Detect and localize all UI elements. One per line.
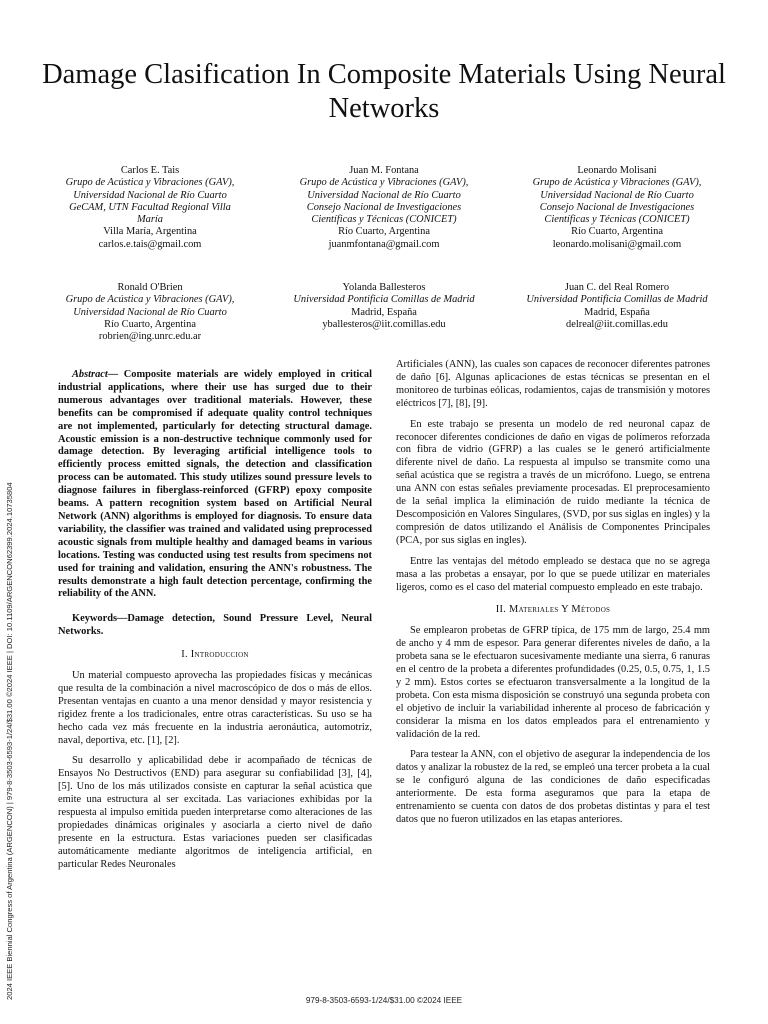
author-name: Juan C. del Real Romero bbox=[564, 282, 670, 293]
paragraph: Su desarrollo y aplicabilidad debe ir acompañado de técnicas de Ensayos No Destructivos (END) para asegurar su confiabilidad [3], [4], [5]. Uno de los más utilizados consiste en capturar la señal acústica que emite una estructura al ser excitada. Las variaciones exhibidas por la respuesta al impulso emitida pueden interpretarse como alteraciones de las propiedades dinámicas originales y asociarla a cierto nivel de daño presente en la estructura. Estas variaciones pueden ser clasificadas automáticamente mediante algoritmos de inteligencia artificial, en particular Redes Neuronales bbox=[58, 755, 372, 870]
author-email[interactable]: delreal@iit.comillas.edu bbox=[566, 318, 668, 330]
author-affiliation-2: Consejo Nacional de Investigaciones Científicas y Técnicas (CONICET) bbox=[539, 201, 695, 226]
paragraph: Se emplearon probetas de GFRP típica, de 175 mm de largo, 25.4 mm de ancho y 4 mm de espesor. Para generar diferentes niveles de daño, a la probeta sana se le efectuaron sucesivamente mediante una sierra, 6 ranuras en el centro de la probeta a diferentes profundidades (0.25, 0.5, 0.75, 1, 1.5 y 2 mm). Estos cortes se efectuaron transversalmente a la longitud de la probeta. Con esta misma disposición se construyó una segunda probeta con el objetivo de incluir la variabilidad inherente al proceso de fabricación y considerar la misma en los datos empleados para el entrenamiento y validación de la red. bbox=[396, 625, 710, 740]
author-location: Río Cuarto, Argentina bbox=[571, 226, 663, 238]
author-email[interactable]: robrien@ing.unrc.edu.ar bbox=[98, 331, 202, 343]
paragraph: Artificiales (ANN), las cuales son capaces de reconocer diferentes patrones de daño [6]. Algunas aplicaciones de estas técnicas se presentan en el monitoreo de turbinas eólicas, rodamientos, cajas de transmisión y motores eléctricos [7], [8], [9]. bbox=[396, 359, 710, 409]
author-affiliation: Grupo de Acústica y Vibraciones (GAV), Universidad Nacional de Río Cuarto bbox=[299, 177, 469, 201]
author-location: Madrid, España bbox=[351, 306, 417, 318]
keywords: Keywords—Damage detection, Sound Pressure Level, Neural Networks. bbox=[58, 613, 372, 638]
author-block bbox=[522, 165, 712, 251]
author-email[interactable]: carlos.e.tais@gmail.com bbox=[98, 238, 202, 250]
author-affiliation-2: Consejo Nacional de Investigaciones Científicas y Técnicas (CONICET) bbox=[306, 201, 462, 226]
paper-title: Damage Clasification In Composite Materials Using Neural Networks bbox=[42, 59, 726, 124]
author-name: Carlos E. Tais bbox=[120, 165, 180, 176]
author-email[interactable]: leonardo.molisani@gmail.com bbox=[552, 238, 682, 250]
author-affiliation: Universidad Pontificia Comillas de Madrid bbox=[293, 294, 475, 306]
author-affiliation: Universidad Pontificia Comillas de Madrid bbox=[526, 294, 708, 306]
author-email[interactable]: yballesteros@iit.comillas.edu bbox=[322, 318, 446, 330]
copyright-footer: 979-8-3503-6593-1/24/$31.00 ©2024 IEEE bbox=[305, 996, 463, 1005]
author-location: Río Cuarto, Argentina bbox=[338, 226, 430, 238]
author-location: Villa María, Argentina bbox=[103, 226, 197, 238]
section-heading-introduccion: I. Introduccion bbox=[181, 649, 249, 661]
author-block bbox=[55, 282, 245, 343]
right-column bbox=[396, 359, 710, 835]
paragraph: Entre las ventajas del método empleado se destaca que no se agrega masa a las probetas a ensayar, por lo que se puede utilizar en materiales ligeros, como es el caso del material compuesto empleado en este trabajo. bbox=[396, 555, 710, 593]
paragraph: En este trabajo se presenta un modelo de red neuronal capaz de reconocer diferentes condiciones de daño en vigas de polímeros reforzada con fibra de vidrio (GFRP) a las cuales se le generó artificialmente diferente nivel de daño. La respuesta al impulso se transmite como una señal acústica que se registra a través de un micrófono. Luego, se entrena una ANN con estas señales previamente procesadas. El preprocesamiento de la señal implica la eliminación de ruido mediante la técnica de Descomposición en Valores Singulares, (SVD, por sus siglas en ingles) y la compresión de datos utilizando el Análisis de Componentes Principales (PCA, por sus siglas en ingles). bbox=[396, 418, 710, 546]
abstract bbox=[58, 369, 372, 601]
author-affiliation: Grupo de Acústica y Vibraciones (GAV), Universidad Nacional de Río Cuarto bbox=[532, 177, 702, 201]
author-affiliation: Grupo de Acústica y Vibraciones (GAV), Universidad Nacional de Río Cuarto bbox=[65, 177, 235, 201]
author-affiliation: Grupo de Acústica y Vibraciones (GAV), Universidad Nacional de Río Cuarto bbox=[65, 294, 235, 318]
author-email[interactable]: juanmfontana@gmail.com bbox=[328, 238, 440, 250]
author-affiliation-2: GeCAM, UTN Facultad Regional Villa María bbox=[69, 201, 231, 226]
author-name: Leonardo Molisani bbox=[577, 165, 657, 176]
abstract-lead: Abstract— bbox=[72, 369, 119, 380]
author-block bbox=[289, 282, 479, 331]
author-block bbox=[55, 165, 245, 251]
paragraph: Para testear la ANN, con el objetivo de asegurar la independencia de los datos y analizar la robustez de la red, se empleó una tercer probeta a la cual se le configuró alguna de las condiciones de daño especificadas anteriormente. De esta forma aseguramos que para la etapa de entrenamiento se cuenta con datos de dos probetas distintas y para el test datos que no fueron utilizados en las etapas anteriores. bbox=[396, 749, 710, 825]
author-name: Yolanda Ballesteros bbox=[342, 282, 426, 293]
left-column bbox=[58, 369, 372, 880]
author-block bbox=[522, 282, 712, 331]
author-location: Madrid, España bbox=[584, 306, 650, 318]
section-heading-materiales: II. Materiales Y Métodos bbox=[495, 604, 611, 616]
author-location: Río Cuarto, Argentina bbox=[104, 318, 196, 330]
side-note-text: 2024 IEEE Biennial Congress of Argentina (ARGENCON) | 979-8-3503-6593-1/24/$31.00 ©2024 IEEE | DOI: 10.1109/ARGENCON62399.2024.10735804 bbox=[5, 482, 14, 1000]
author-name: Ronald O'Brien bbox=[117, 282, 183, 293]
author-block bbox=[289, 165, 479, 251]
author-name: Juan M. Fontana bbox=[349, 165, 419, 176]
abstract-text: Composite materials are widely employed in critical industrial applications, where their use has surged due to their numerous advantages over traditional materials. However, these benefits can be compromised if adequate quality control techniques are not implemented, particularly for detecting structural damage. Acoustic emission is a non-destructive technique commonly used for damage detection. By leveraging artificial intelligence tools to efficiently process emitted signals, the detection and classification process can be automated. This study utilizes sound pressure levels to diagnose failures in fiberglass-reinforced (GFRP) epoxy composite beams. A pattern recognition system based on Artificial Neural Network (ANN) algorithms is employed for diagnosis. To ensure data variability, the classifier was trained and validated using preprocessed acoustic signals from multiple healthy and damaged beams in various locations. Testing was conducted using test results from specimens not used for training and validation, ensuring the ANN's robustness. The results demonstrate a high fault detection percentage, confirming the reliability of the ANN. bbox=[58, 369, 372, 600]
paragraph: Un material compuesto aprovecha las propiedades físicas y mecánicas que resulta de la combinación a nivel macroscópico de dos o más de ellos. Presentan ventajas en cuanto a una menor densidad y mayor resistencia y rigidez frente a los tradicionales, entre otras características. Su uso se ha hecho cada vez más frecuente en la industria aeronáutica, automotriz, naval, deportiva, etc. [1], [2]. bbox=[58, 670, 372, 746]
side-note bbox=[5, 350, 17, 1000]
